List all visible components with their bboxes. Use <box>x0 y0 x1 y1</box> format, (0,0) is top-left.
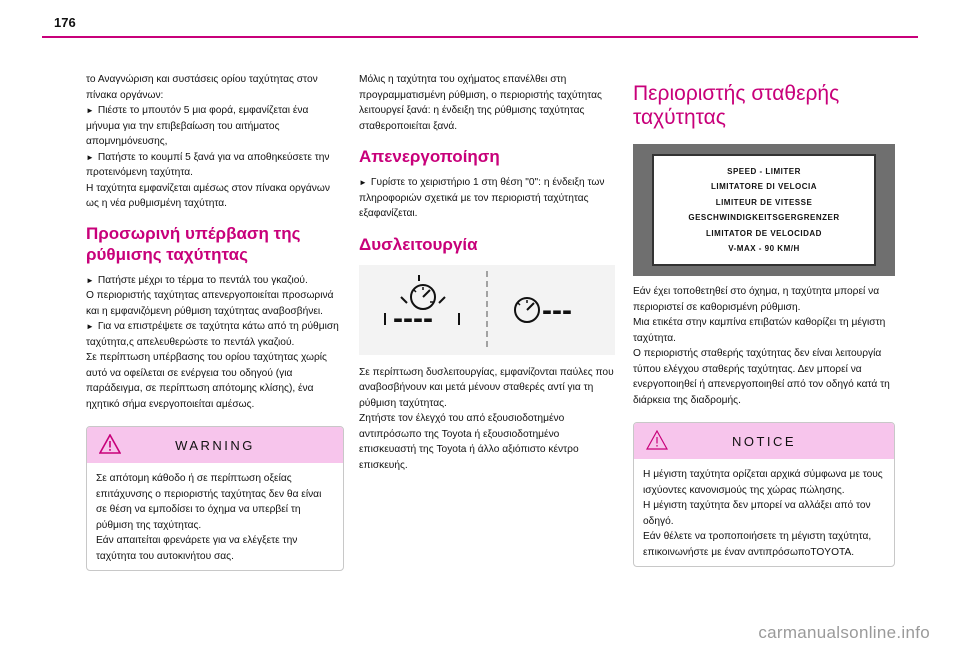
warning-text: Σε απότομη κάθοδο ή σε περίπτωση οξείας επιτάχυνσης ο περιοριστής ταχύτητας δεν θα είναι σε θέση να εμποδίσει το όχημα να υπερβεί τη ρύθμιση της ταχύτητας. Εάν απαιτείται φρενάρετε για να ελέγξετε την ταχύτητα του αυτοκινήτου σας. <box>96 473 322 562</box>
warning-header <box>87 427 343 463</box>
col1-text-3: Ο περιοριστής ταχύτητας απενεργοποιείται προσωρινά και η εμφανιζόμενη ρύθμιση ταχύτητας αναβοσβήνει. <box>86 290 334 317</box>
col2-step-1 <box>359 175 615 222</box>
col1-step-1 <box>86 103 344 150</box>
page-number: 176 <box>54 15 76 30</box>
notice-title: NOTICE <box>731 433 797 449</box>
malfunction-illustration <box>359 265 615 355</box>
notice-text: Η μέγιστη ταχύτητα ορίζεται αρχικά σύμφωνα με τους ισχύοντες κανονισμούς της χώρας πώλησης. Η μέγιστη ταχύτητα δεν μπορεί να αλλάξει από τον οδηγό. Εάν θέλετε να τροποποιήσετε τη μέγιστη ταχύτητα, επικοινωνήστε με έναν αντιπρόσωποTOYOTA. <box>643 469 883 558</box>
col2-step-1-text: Γυρίστε το χειριστήριο 1 στη θέση "0": η ένδειξη των πληροφοριών σχετικά με τον περιοριστή ταχύτητας εξαφανίζεται. <box>359 177 605 219</box>
arrow-icon: ► <box>86 152 94 162</box>
notice-box <box>633 422 895 567</box>
column-3 <box>633 80 895 567</box>
label-line: LIMITATOR DE VELOCIDAD <box>706 228 822 238</box>
watermark: carmanualsonline.info <box>758 623 930 642</box>
label-line: LIMITATORE DI VELOCIA <box>710 182 818 192</box>
heading-temporary-exceed: Προσωρινή υπέρβαση της ρύθμισης ταχύτητας <box>86 223 301 264</box>
label-line: SPEED - LIMITER <box>727 166 801 176</box>
col1-step-3-text: Πατήστε μέχρι το τέρμα το πεντάλ του γκαζιού. <box>97 274 308 286</box>
speed-limiter-label <box>652 154 876 266</box>
col2-text: Σε περίπτωση δυσλειτουργίας, εμφανίζονται παύλες που αναβοσβήνουν και μετά μένουν σταθερές αντί για τη ρύθμιση ταχύτητας. Ζητήστε τον έλεγχό του από εξουσιοδοτημένο αντιπρόσωπο της Toyota ή εξουσιοδοτημένο επισκευαστή της Toyota ή άλλο αξιόπιστο κέντρο επισκευής. <box>359 366 614 471</box>
col1-step-2 <box>86 150 344 181</box>
heading-deactivation: Απενεργοποίηση <box>359 147 500 166</box>
arrow-icon: ► <box>359 178 367 187</box>
col2-intro: Μόλις η ταχύτητα του οχήματος επανέλθει στη προγραμματισμένη ρύθμιση, ο περιοριστής ταχύτητας λειτουργεί ξανά: η ένδειξη της ρύθμισης ταχύτητας σταθεροποιείται ξανά. <box>359 74 602 132</box>
col3-text: Εάν έχει τοποθετηθεί στο όχημα, η ταχύτητα μπορεί να περιοριστεί σε καθορισμένη ρύθμιση. Μια ετικέτα στην καμπίνα επιβατών καθορίζει τη μέγιστη ταχύτητα. Ο περιοριστής σταθερής ταχύτητας δεν είναι λειτουργία τύπου ελέγχου σταθερής ταχύτητας. Δεν μπορεί να ενεργοποιηθεί ή απενεργοποιηθεί από τον οδηγό κατά τη διάρκεια της διαδρομής. <box>633 286 890 406</box>
steady-dashes: --- <box>542 293 572 327</box>
arrow-icon: ► <box>86 106 94 115</box>
warning-title: WARNING <box>175 437 255 453</box>
blinking-dashes: ---- <box>393 301 433 335</box>
notice-header <box>634 423 894 459</box>
arrow-icon: ► <box>86 322 94 331</box>
col1-step-1-text: Πιέστε το μπουτόν 5 μια φορά, εμφανίζεται ένα μήνυμα για την επιβεβαίωση του αιτήματος απομνημόνευσης, <box>86 105 309 147</box>
column-2 <box>359 72 615 473</box>
heading-malfunction: Δυσλειτουργία <box>359 234 478 254</box>
speed-limiter-label-figure <box>633 144 895 276</box>
label-line: V-MAX - 90 KM/H <box>728 244 800 254</box>
speedometer-steady-icon <box>515 298 539 322</box>
label-line: GESCHWINDIGKEITSGERGRENZER <box>688 213 840 223</box>
col1-intro: το Αναγνώριση και συστάσεις ορίου ταχύτητας στον πίνακα οργάνων: <box>86 74 318 101</box>
top-rule <box>42 36 918 38</box>
notice-triangle-icon <box>646 430 668 450</box>
column-1 <box>86 72 344 571</box>
heading-fixed-speed-limiter: Περιοριστής σταθερής ταχύτητας <box>633 82 840 129</box>
malfunction-figure <box>359 265 615 355</box>
warning-box <box>86 426 344 571</box>
col1-step-4-text: Για να επιστρέψετε σε ταχύτητα κάτω από τη ρύθμιση ταχύτητα,ς απελευθερώστε το πεντάλ γκαζιού. <box>86 321 339 348</box>
warning-triangle-icon <box>99 434 121 454</box>
col1-step-2-text: Πατήστε το κουμπί 5 ξανά για να αποθηκεύσετε την προτεινόμενη ταχύτητα. <box>86 151 330 178</box>
arrow-icon: ► <box>86 275 94 285</box>
col1-after: Η ταχύτητα εμφανίζεται αμέσως στον πίνακα οργάνων ως η νέα ρυθμισμένη ταχύτητα. <box>86 182 330 209</box>
col1-step-4 <box>86 319 344 350</box>
col1-step-3 <box>86 273 344 289</box>
label-line: LIMITEUR DE VITESSE <box>715 197 813 207</box>
col1-text-4: Σε περίπτωση υπέρβασης του ορίου ταχύτητας χωρίς αυτό να οφείλεται σε ενέργεια του οδηγού (για παράδειγμα, σε περίπτωση απότομης κλίσης), ένα ηχητικό σήμα ενεργοποιείται αμέσως. <box>86 352 327 410</box>
